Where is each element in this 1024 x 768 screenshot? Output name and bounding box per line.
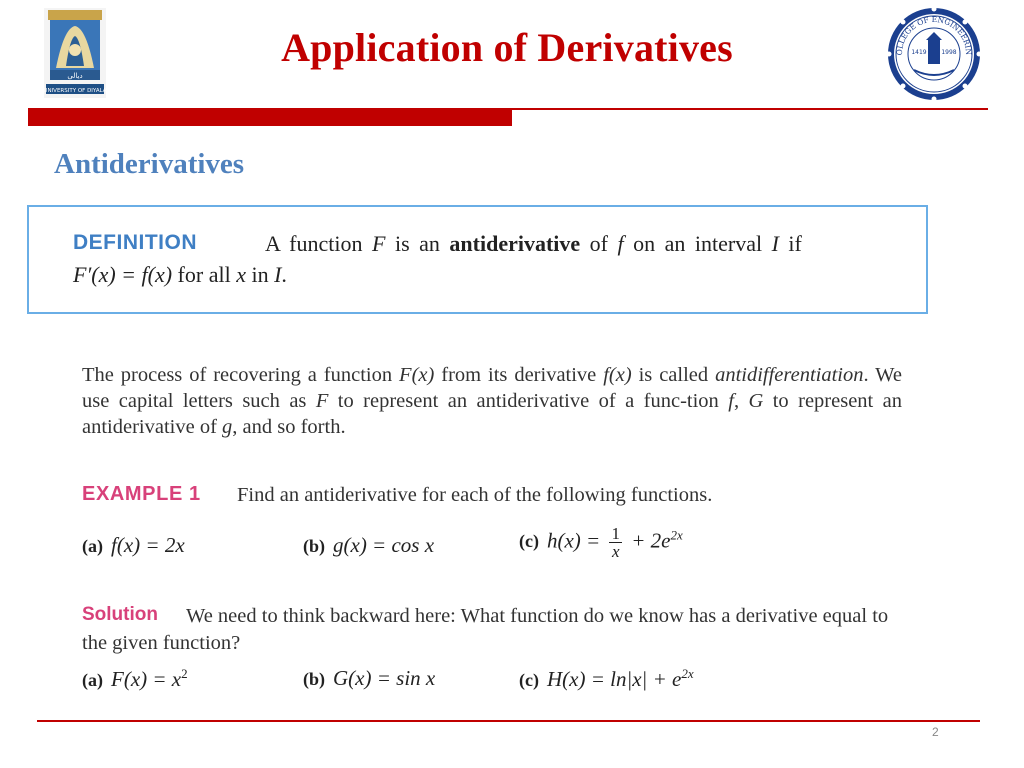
- example-label: EXAMPLE 1: [82, 483, 201, 505]
- fraction: $\frac{1}{x}$: [611, 524, 620, 561]
- section-title: Antiderivatives: [54, 148, 245, 180]
- svg-text:UNIVERSITY OF DIYALA: UNIVERSITY OF DIYALA: [44, 88, 106, 94]
- page-title: Application of Derivatives: [281, 25, 733, 70]
- definition-box: [27, 205, 928, 314]
- solution-item-b: (b) G(x) = sin x: [303, 666, 436, 690]
- definition-text-line1: A function F is an antiderivative of f on an interval I if: [265, 231, 802, 256]
- antidifferentiation-paragraph: The process of recovering a function F(x) from its derivative f(x) is called antidifferentiation. We use capital letters such as F to represent an antiderivative of a func-tion f, G to represent an antiderivative of g, and so forth.: [82, 364, 903, 438]
- solution-item-a: (a) $F(x) = x^2$: [82, 666, 188, 691]
- definition-label: DEFINITION: [73, 231, 197, 254]
- svg-text:1419: 1419: [911, 49, 927, 56]
- svg-text:COLLEGE OF ENGINEERING: OLLEGE OF ENGINEERIN: [894, 14, 974, 56]
- footer-divider: [37, 720, 980, 722]
- svg-text:1998: 1998: [941, 49, 957, 56]
- solution-text: We need to think backward here: What function do we know has a derivative equal to the given function?: [82, 605, 889, 654]
- page-number: 2: [932, 725, 939, 739]
- definition-text-line2: F′(x) = f(x) for all x in I.: [73, 262, 287, 287]
- example-text: Find an antiderivative for each of the following functions.: [237, 484, 713, 506]
- college-of-engineering-logo: [886, 6, 982, 102]
- solution-label: Solution: [82, 604, 158, 625]
- example-item-b: (b) g(x) = cos x: [303, 533, 435, 557]
- svg-text:ﺩﻳﺎﻟﻰ: ﺩﻳﺎﻟﻰ: [67, 72, 83, 80]
- header-divider-thick: [28, 110, 512, 126]
- example-item-a: (a) f(x) = 2x: [82, 533, 185, 557]
- solution-item-c: (c) $H(x) = \ln|x| + e^{2x}$: [519, 666, 694, 691]
- example-item-c: (c) h(x) = $\frac{1}{x}$ + $2e^{2x}$: [519, 524, 683, 561]
